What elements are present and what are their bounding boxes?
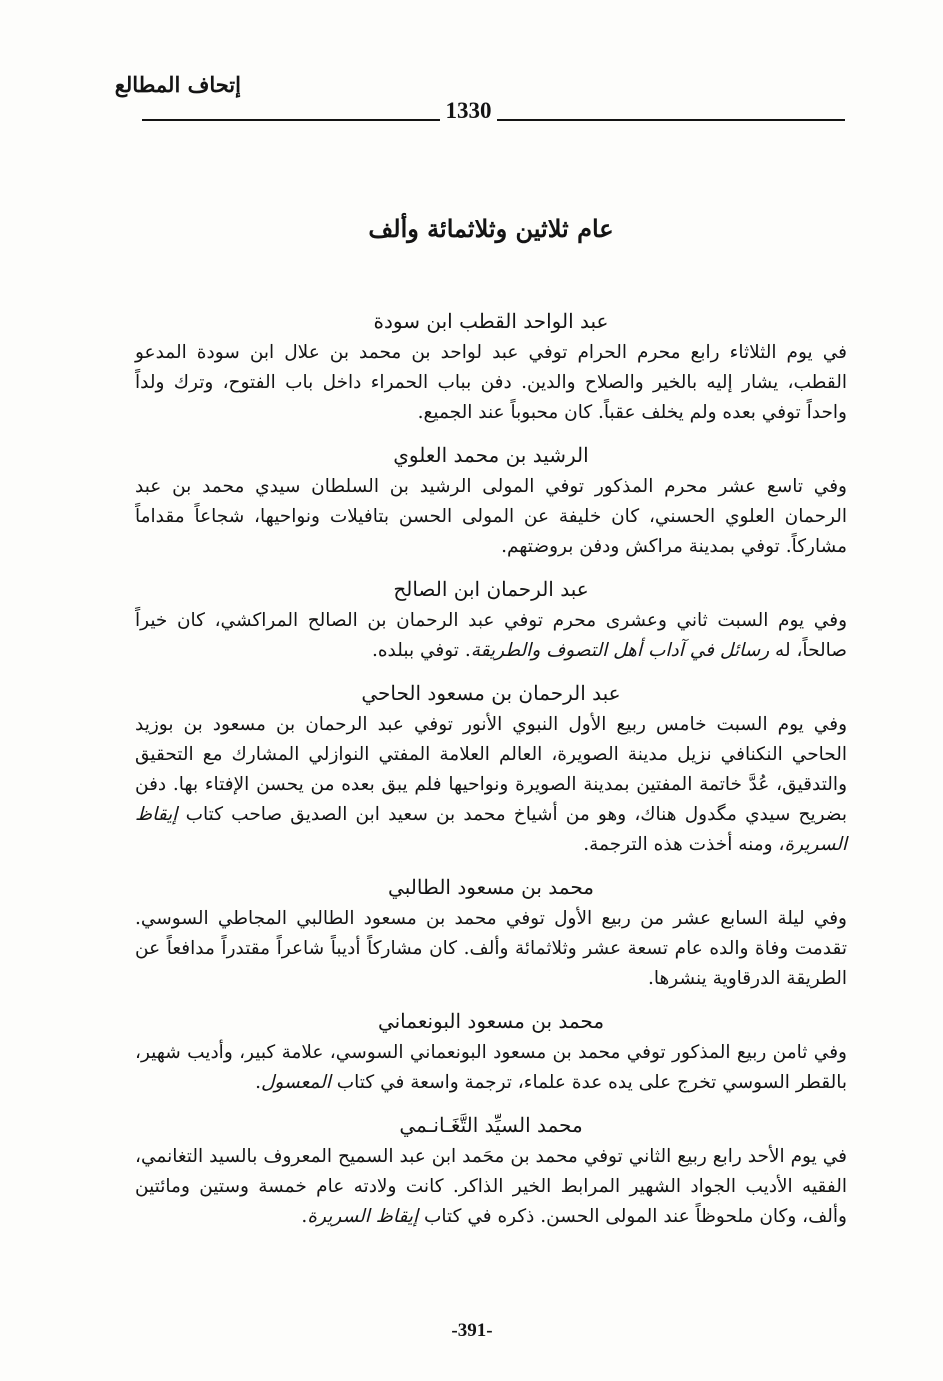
entry-body: في يوم الثلاثاء رابع محرم الحرام توفي عبد لواحد بن محمد بن علال ابن سودة المدعو القطب، يشار إليه بالخير والصلاح والدين. دفن بباب الحمراء داخل باب الفتوح، وترك ولداً واحداً توفي بعده ولم يخلف عقباً. كان محبوباً عند الجميع. (135, 342, 847, 423)
entry-body (135, 606, 847, 666)
entry (135, 676, 847, 860)
body-text: في يوم الأحد رابع ربيع الثاني توفي محمد بن محَمد ابن عبد السميح المعروف بالسيد التغانمي، الفقيه الأديب الجواد الشهير المرابط الخير الذاكر. كانت ولادته عام خمسة وستين ومائتين وألف، وكان ملحوظاً عند المولى الحسن. ذكره في كتاب (135, 1146, 847, 1227)
entry-body (135, 1038, 847, 1098)
book-title: المعسول (260, 1072, 331, 1093)
body-text: ، ومنه أخذت هذه الترجمة. (583, 834, 785, 855)
entry (135, 870, 847, 994)
entry-heading: عبد الرحمان بن مسعود الحاحي (361, 681, 621, 705)
entry (135, 1108, 847, 1232)
entry-heading: محمد بن مسعود البونعماني (377, 1009, 605, 1033)
body-text: وفي يوم السبت ثاني وعشرى محرم توفي عبد الرحمان بن الصالح المراكشي، كان خيراً صالحاً، له (135, 610, 847, 661)
entry (135, 1004, 847, 1098)
header-rule-left (142, 119, 440, 121)
year-title: عام ثلاثين وثلاثمائة وألف (368, 214, 614, 243)
body-text: وفي ثامن ربيع المذكور توفي محمد بن مسعود البونعماني السوسي، علامة كبير، وأديب شهير، بالقطر السوسي تخرج على يده عدة علماء، ترجمة واسعة في كتاب (135, 1042, 847, 1093)
running-title: إتحاف المطالع (114, 72, 241, 97)
entry-body (135, 1142, 847, 1232)
entry (135, 572, 847, 666)
body-text: . توفي ببلده. (371, 640, 471, 661)
entry (135, 304, 847, 428)
book-title: إيقاظ السريرة (135, 804, 847, 855)
folio-number: -391- (451, 1320, 493, 1341)
entry-heading: عبد الواحد القطب ابن سودة (373, 309, 609, 333)
book-title: رسائل في آداب أهل التصوف والطريقة (470, 640, 770, 661)
entry-heading: محمد بن مسعود الطالبي (388, 875, 594, 899)
main-content (135, 210, 847, 1242)
entry (135, 438, 847, 562)
body-text: . (301, 1206, 308, 1227)
body-text: . (255, 1072, 261, 1093)
entry-body (135, 710, 847, 860)
book-title: إيقاظ السريرة (307, 1206, 419, 1227)
entry-heading: الرشيد بن محمد العلوي (393, 443, 589, 467)
entry-heading: محمد السيِّد التَّغَـانـمي (399, 1113, 583, 1137)
entry-body: وفي ليلة السابع عشر من ربيع الأول توفي محمد بن مسعود الطالبي المجاطي السوسي. تقدمت وفاة والده عام تسعة عشر وثلاثمائة وألف. كان مشاركاً أديباً شاعراً مقتدراً مدافعاً عن الطريقة الدرقاوية ينشرها. (135, 908, 847, 989)
body-text: وفي يوم السبت خامس ربيع الأول النبوي الأنور توفي عبد الرحمان بن مسعود بن بوزيد الحاحي النكنافي نزيل مدينة الصويرة، العالم العلامة المفتي النوازلي المشارك مع التحقيق والتدقيق، عُدَّ خاتمة المفتين بمدينة الصويرة ونواحيها فلم يبق بعده من يحسن الإفتاء بها. دفن بضريح سيدي مگدول هناك، وهو من أشياخ محمد بن سعيد ابن الصديق صاحب كتاب (135, 714, 847, 825)
entry-body: وفي تاسع عشر محرم المذكور توفي المولى الرشيد بن السلطان سيدي محمد بن عبد الرحمان العلوي الحسني، كان خليفة عن المولى الحسن بتافيلات ونواحيها، شجاعاً مقداماً مشاركاً. توفي بمدينة مراكش ودفن بروضتهم. (135, 476, 847, 557)
entry-heading: عبد الرحمان ابن الصالح (393, 577, 589, 601)
header-rule-right (497, 119, 845, 121)
page-number: 1330 (445, 98, 492, 123)
